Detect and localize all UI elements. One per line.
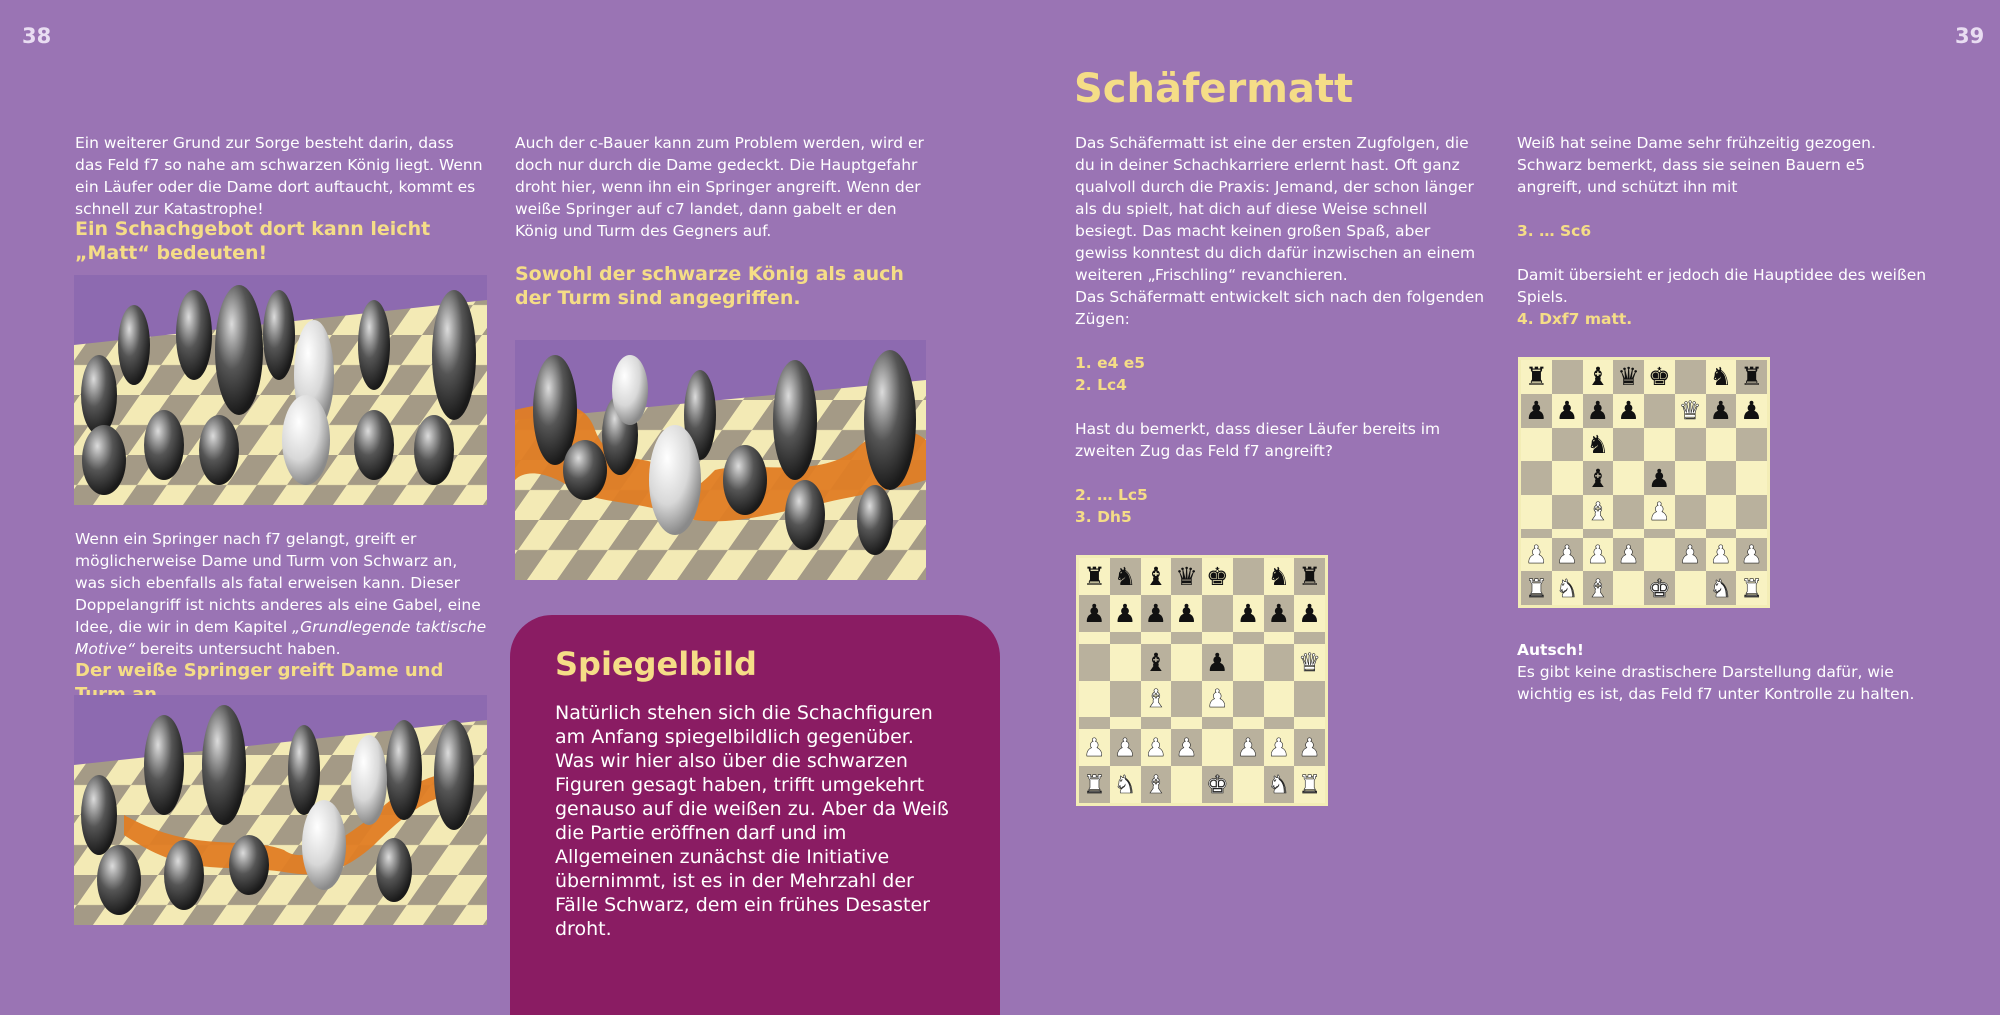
box-title: Spiegelbild xyxy=(555,645,757,683)
board-grid xyxy=(1521,360,1767,605)
board-square xyxy=(1110,632,1141,644)
col1-paragraph-2-start: Wenn ein Springer nach f7 gelangt, greift er möglicherweise Dame und Turm von Schwarz an, was sich ebenfalls als fatal erweisen kann. Dieser Doppelangriff ist nichts anderes als eine Gabel, eine Idee, die wir in dem Kapitel xyxy=(75,530,481,636)
chess-diagram-1 xyxy=(1076,555,1328,806)
white-bishop-icon: ♝ xyxy=(1144,684,1168,714)
board-square xyxy=(1706,360,1737,394)
board-square xyxy=(1202,632,1233,644)
board-square xyxy=(1583,428,1614,462)
white-king-icon: ♚ xyxy=(1206,770,1229,800)
board-square xyxy=(1079,558,1110,595)
board-square xyxy=(1294,729,1325,766)
black-rook-icon: ♜ xyxy=(1525,362,1548,392)
board-square xyxy=(1233,681,1264,718)
black-pawn-icon: ♟ xyxy=(1236,598,1260,628)
board-square xyxy=(1736,495,1767,529)
black-knight-icon: ♞ xyxy=(1709,362,1733,392)
board-square xyxy=(1736,538,1767,572)
board-square xyxy=(1202,558,1233,595)
board-square xyxy=(1552,461,1583,495)
board-square xyxy=(1521,394,1552,428)
board-square xyxy=(1110,558,1141,595)
move-2: 2. Lc4 xyxy=(1075,376,1127,394)
board-square xyxy=(1171,644,1202,681)
board-square xyxy=(1079,717,1110,729)
board-square xyxy=(1644,428,1675,462)
board-square xyxy=(1294,644,1325,681)
black-pawn-icon: ♟ xyxy=(1555,396,1579,426)
move-5: 3. … Sc6 xyxy=(1517,222,1592,240)
board-square xyxy=(1644,360,1675,394)
white-knight-icon: ♞ xyxy=(1113,770,1137,800)
white-knight-icon: ♞ xyxy=(1555,573,1579,603)
board-square xyxy=(1675,428,1706,462)
board-square xyxy=(1583,394,1614,428)
board-square xyxy=(1294,595,1325,632)
board-square xyxy=(1552,538,1583,572)
white-pawn-icon: ♟ xyxy=(1648,497,1671,527)
board-square xyxy=(1552,529,1583,538)
board-square xyxy=(1521,571,1552,605)
white-rook-icon: ♜ xyxy=(1298,770,1321,800)
chapter-reference: „Grundlegende taktische Motive“ xyxy=(75,618,487,658)
board-square xyxy=(1264,766,1295,803)
board-square xyxy=(1171,717,1202,729)
col4-paragraph-2: Damit übersieht er jedoch die Hauptidee des weißen Spiels. xyxy=(1517,266,1927,306)
board-square xyxy=(1233,558,1264,595)
board-square xyxy=(1521,529,1552,538)
board-square xyxy=(1613,461,1644,495)
white-rook-icon: ♜ xyxy=(1083,770,1106,800)
black-pawn-icon: ♟ xyxy=(1144,598,1168,628)
black-pawn-icon: ♟ xyxy=(1113,598,1137,628)
white-bishop-icon: ♝ xyxy=(1586,573,1610,603)
board-square xyxy=(1706,394,1737,428)
move-1: 1. e4 e5 xyxy=(1075,354,1146,372)
board-square xyxy=(1675,538,1706,572)
board-square xyxy=(1171,595,1202,632)
board-square xyxy=(1613,428,1644,462)
col2-subheading-1: Sowohl der schwarze König als auch der Turm sind angegriffen. xyxy=(515,263,904,309)
page-number-right: 39 xyxy=(1955,24,1985,48)
black-bishop-icon: ♝ xyxy=(1586,463,1610,493)
board-square xyxy=(1171,766,1202,803)
board-square xyxy=(1202,644,1233,681)
board-square xyxy=(1521,428,1552,462)
board-square xyxy=(1141,644,1172,681)
white-pawn-icon: ♟ xyxy=(1709,539,1733,569)
white-bishop-icon: ♝ xyxy=(1144,770,1168,800)
black-rook-icon: ♜ xyxy=(1298,561,1321,591)
board-square xyxy=(1079,632,1110,644)
white-pawn-icon: ♟ xyxy=(1298,733,1321,763)
white-pawn-icon: ♟ xyxy=(1206,684,1229,714)
black-pawn-icon: ♟ xyxy=(1740,396,1763,426)
board-square xyxy=(1583,360,1614,394)
board-square xyxy=(1675,394,1706,428)
col1-paragraph-1: Ein weiterer Grund zur Sorge besteht darin, dass das Feld f7 so nahe am schwarzen König liegt. Wenn ein Läufer oder die Dame dort auftaucht, kommt es schnell zur Katastrophe! xyxy=(75,134,483,218)
board-square xyxy=(1644,571,1675,605)
board-square xyxy=(1264,558,1295,595)
board-square xyxy=(1613,571,1644,605)
black-pawn-icon: ♟ xyxy=(1525,396,1548,426)
white-pawn-icon: ♟ xyxy=(1083,733,1106,763)
board-square xyxy=(1233,632,1264,644)
board-square xyxy=(1141,681,1172,718)
board-square xyxy=(1202,766,1233,803)
board-square xyxy=(1264,632,1295,644)
board-square xyxy=(1110,766,1141,803)
board-square xyxy=(1294,717,1325,729)
black-knight-icon: ♞ xyxy=(1267,561,1291,591)
board-square xyxy=(1552,495,1583,529)
board-square xyxy=(1675,571,1706,605)
white-knight-icon: ♞ xyxy=(1267,770,1291,800)
board-square xyxy=(1706,495,1737,529)
col1-subheading-2: Der weiße Springer greift Dame und xyxy=(75,660,444,681)
board-square xyxy=(1706,571,1737,605)
black-pawn-icon: ♟ xyxy=(1267,598,1291,628)
board-square xyxy=(1736,360,1767,394)
black-pawn-icon: ♟ xyxy=(1083,598,1106,628)
board-square xyxy=(1583,461,1614,495)
black-knight-icon: ♞ xyxy=(1113,561,1137,591)
black-pawn-icon: ♟ xyxy=(1648,463,1671,493)
white-pawn-icon: ♟ xyxy=(1267,733,1291,763)
move-3: 2. … Lc5 xyxy=(1075,486,1148,504)
white-rook-icon: ♜ xyxy=(1525,573,1548,603)
white-pawn-icon: ♟ xyxy=(1175,733,1198,763)
board-square xyxy=(1583,529,1614,538)
board-square xyxy=(1583,495,1614,529)
white-queen-icon: ♛ xyxy=(1678,396,1702,426)
board-square xyxy=(1202,681,1233,718)
board-square xyxy=(1613,495,1644,529)
black-rook-icon: ♜ xyxy=(1083,561,1106,591)
black-rook-icon: ♜ xyxy=(1740,362,1763,392)
chess-diagram-2 xyxy=(1518,357,1770,608)
board-square xyxy=(1264,717,1295,729)
board-square xyxy=(1264,595,1295,632)
chess-photo-king-rook-attacked xyxy=(515,340,926,580)
white-pawn-icon: ♟ xyxy=(1113,733,1137,763)
page-title: Schäfermatt xyxy=(1074,66,1354,112)
board-square xyxy=(1233,595,1264,632)
board-square xyxy=(1613,360,1644,394)
col1-subheading-1: Ein Schachgebot dort kann leicht „Matt“ bedeuten! xyxy=(75,218,431,264)
board-square xyxy=(1233,717,1264,729)
black-pawn-icon: ♟ xyxy=(1298,598,1321,628)
board-square xyxy=(1736,428,1767,462)
board-square xyxy=(1079,729,1110,766)
board-square xyxy=(1583,571,1614,605)
board-square xyxy=(1079,644,1110,681)
board-square xyxy=(1644,495,1675,529)
board-square xyxy=(1521,360,1552,394)
board-square xyxy=(1294,681,1325,718)
black-pawn-icon: ♟ xyxy=(1586,396,1610,426)
board-square xyxy=(1141,558,1172,595)
board-square xyxy=(1706,461,1737,495)
board-square xyxy=(1736,394,1767,428)
white-rook-icon: ♜ xyxy=(1740,573,1763,603)
page-number-left: 38 xyxy=(22,24,52,48)
board-square xyxy=(1736,571,1767,605)
white-pawn-icon: ♟ xyxy=(1678,539,1702,569)
white-pawn-icon: ♟ xyxy=(1144,733,1168,763)
outro-text: Es gibt keine drastischere Darstellung dafür, wie wichtig es ist, das Feld f7 unter Kontrolle zu halten. xyxy=(1517,663,1915,703)
board-square xyxy=(1141,632,1172,644)
black-pawn-icon: ♟ xyxy=(1709,396,1733,426)
col1-paragraph-2 xyxy=(75,528,490,660)
board-square xyxy=(1079,595,1110,632)
board-square xyxy=(1552,394,1583,428)
white-queen-icon: ♛ xyxy=(1298,647,1321,677)
col2-paragraph-1: Auch der c-Bauer kann zum Problem werden, wird er doch nur durch die Dame gedeckt. Die Hauptgefahr droht hier, wenn ihn ein Springer angreift. Wenn der weiße Springer auf c7 landet, dann gabelt er den König und Turm des Gegners auf. xyxy=(515,134,924,240)
white-king-icon: ♚ xyxy=(1648,573,1671,603)
white-pawn-icon: ♟ xyxy=(1555,539,1579,569)
board-square xyxy=(1521,461,1552,495)
board-square xyxy=(1171,729,1202,766)
board-square xyxy=(1141,729,1172,766)
board-square xyxy=(1202,595,1233,632)
board-square xyxy=(1552,428,1583,462)
white-knight-icon: ♞ xyxy=(1709,573,1733,603)
board-square xyxy=(1264,644,1295,681)
outro-heading: Autsch! xyxy=(1517,641,1584,659)
board-square xyxy=(1294,632,1325,644)
white-pawn-icon: ♟ xyxy=(1617,539,1640,569)
black-queen-icon: ♛ xyxy=(1175,561,1198,591)
black-king-icon: ♚ xyxy=(1648,362,1671,392)
board-square xyxy=(1110,644,1141,681)
move-4: 3. Dh5 xyxy=(1075,508,1132,526)
col4-outro xyxy=(1517,639,1932,705)
board-square xyxy=(1233,729,1264,766)
board-square xyxy=(1613,394,1644,428)
board-grid xyxy=(1079,558,1325,803)
board-square xyxy=(1552,571,1583,605)
black-king-icon: ♚ xyxy=(1206,561,1229,591)
spiegelbild-box xyxy=(510,615,1000,1015)
col3-paragraph-1: Das Schäfermatt ist eine der ersten Zugfolgen, die du in deiner Schachkarriere erlernt hast. Oft ganz qualvoll durch die Praxis: Jemand, der schon länger als du spielt, hat dich auf diese Weise schnell besiegt. Das macht keinen großen Spaß, aber gewiss konntest du dich dafür inzwischen an einem weiteren „Frischling“ revanchieren. xyxy=(1075,134,1476,284)
board-square xyxy=(1644,538,1675,572)
board-square xyxy=(1171,558,1202,595)
black-knight-icon: ♞ xyxy=(1586,429,1610,459)
board-square xyxy=(1675,360,1706,394)
board-square xyxy=(1675,495,1706,529)
black-queen-icon: ♛ xyxy=(1617,362,1640,392)
board-square xyxy=(1552,360,1583,394)
board-square xyxy=(1521,495,1552,529)
black-pawn-icon: ♟ xyxy=(1617,396,1640,426)
board-square xyxy=(1675,461,1706,495)
board-square xyxy=(1202,717,1233,729)
board-square xyxy=(1141,595,1172,632)
board-square xyxy=(1294,558,1325,595)
col3-paragraph-2: Das Schäfermatt entwickelt sich nach den folgenden Zügen: xyxy=(1075,288,1485,328)
board-square xyxy=(1644,394,1675,428)
board-square xyxy=(1141,766,1172,803)
board-square xyxy=(1675,529,1706,538)
black-pawn-icon: ♟ xyxy=(1206,647,1229,677)
black-pawn-icon: ♟ xyxy=(1175,598,1198,628)
board-square xyxy=(1613,538,1644,572)
move-6: 4. Dxf7 matt. xyxy=(1517,310,1633,328)
white-pawn-icon: ♟ xyxy=(1236,733,1260,763)
black-bishop-icon: ♝ xyxy=(1144,647,1168,677)
board-square xyxy=(1110,717,1141,729)
board-square xyxy=(1264,729,1295,766)
col3-paragraph-3: Hast du bemerkt, dass dieser Läufer bereits im zweiten Zug das Feld f7 angreift? xyxy=(1075,420,1441,460)
board-square xyxy=(1079,766,1110,803)
board-square xyxy=(1706,529,1737,538)
board-square xyxy=(1736,461,1767,495)
board-square xyxy=(1706,538,1737,572)
col4-paragraph-1: Weiß hat seine Dame sehr frühzeitig gezogen. Schwarz bemerkt, dass sie seinen Bauern e5 angreift, und schützt ihn mit xyxy=(1517,134,1876,196)
chess-photo-knight-fork xyxy=(74,695,487,925)
board-square xyxy=(1171,681,1202,718)
board-square xyxy=(1079,681,1110,718)
white-pawn-icon: ♟ xyxy=(1740,539,1763,569)
board-square xyxy=(1613,529,1644,538)
board-square xyxy=(1264,681,1295,718)
white-bishop-icon: ♝ xyxy=(1586,497,1610,527)
board-square xyxy=(1644,461,1675,495)
board-square xyxy=(1110,681,1141,718)
board-square xyxy=(1110,729,1141,766)
black-bishop-icon: ♝ xyxy=(1586,362,1610,392)
board-square xyxy=(1171,632,1202,644)
board-square xyxy=(1521,538,1552,572)
board-square xyxy=(1294,766,1325,803)
board-square xyxy=(1202,729,1233,766)
board-square xyxy=(1644,529,1675,538)
board-square xyxy=(1706,428,1737,462)
chess-photo-check xyxy=(74,275,487,505)
board-square xyxy=(1583,538,1614,572)
board-square xyxy=(1233,644,1264,681)
board-square xyxy=(1233,766,1264,803)
black-bishop-icon: ♝ xyxy=(1144,561,1168,591)
white-pawn-icon: ♟ xyxy=(1525,539,1548,569)
box-text: Natürlich stehen sich die Schachfiguren am Anfang spiegelbildlich gegenüber. Was wir hier also über die schwarzen Figuren gesagt haben, trifft umgekehrt genauso auf die weißen zu. Aber da Weiß die Partie eröffnen darf und im Allgemeinen zunächst die Initiative übernimmt, ist es in der Mehrzahl der Fälle Schwarz, dem ein frühes Desaster droht. xyxy=(555,702,949,940)
board-square xyxy=(1736,529,1767,538)
board-square xyxy=(1141,717,1172,729)
col1-paragraph-2-end: bereits untersucht haben. xyxy=(134,640,341,658)
white-pawn-icon: ♟ xyxy=(1586,539,1610,569)
board-square xyxy=(1110,595,1141,632)
